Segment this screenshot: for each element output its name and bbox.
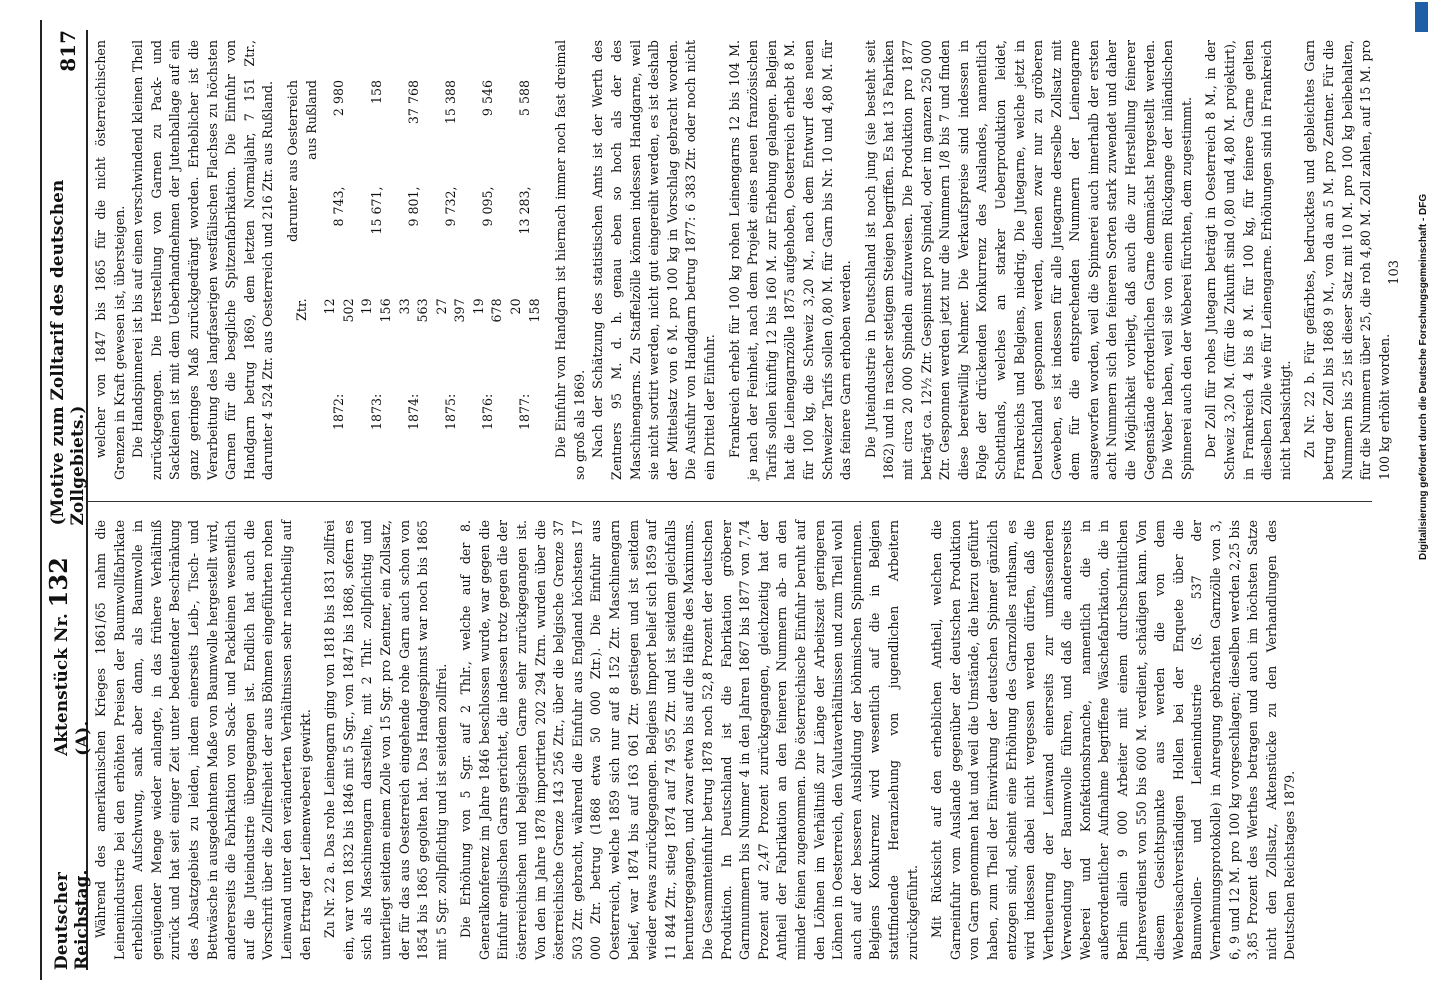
year-cell: 1876: (480, 393, 496, 430)
table-row (321, 40, 358, 430)
document-suffix: (A). (72, 720, 93, 756)
year-cell: 1873: (368, 393, 384, 430)
header-subtitle: (Motive zum Zolltarif des deutschen Zollgebiets.) (48, 179, 88, 526)
russia-cell: 158 (368, 80, 384, 105)
import-statistics-table (284, 40, 544, 480)
page-number: 817 (56, 30, 80, 72)
digitization-credit-strip (1412, 0, 1432, 1000)
table-row (507, 40, 544, 430)
paragraph: Frankreich erhebt für 100 kg rohen Leinengarns 12 bis 104 M. je nach der Feinheit, nach dem Projekt eines neuen französischen Tarifs sollen künftig 12 bis 160 M. zur Erhebung gelangen. Belgien hat die Leinengarnzölle 1875 aufgehoben, Oesterreich erhebt 8 M. für 100 kg, die Schweiz 3,20 M., nach dem Entwurf des neuen Schweizer Tarifs sollen 0,80 M. für Garn bis Nr. 10 und 4,80 M. für das feinere Garn erhoben werden. (726, 40, 854, 480)
paragraph: Der Zoll für rohes Jutegarn beträgt in Oesterreich 8 M., in der Schweiz 3,20 M. (für die Zukunft sind 0,80 und 4,80 M. projektirt), in Frankreich 4 bis 8 M. für 100 kg, für feinere Garne gelten dieselben Zölle wie für Leinengarne. Erhöhungen sind in Frankreich nicht beabsichtigt. (1203, 40, 1293, 480)
russia-cell: 37 768 (405, 80, 421, 125)
table-row (358, 40, 395, 430)
right-column (92, 40, 1394, 480)
document-label (44, 526, 93, 756)
year-cell: 1874: (405, 393, 421, 430)
digitization-credit-text: Digitalisierung gefördert durch die Deutsche Forschungsgemeinschaft - DFG (1418, 193, 1429, 560)
table-row (433, 40, 470, 430)
total-cell: 12 502 (322, 298, 356, 323)
page-header (43, 30, 93, 970)
russia-cell: 15 388 (442, 80, 458, 125)
page-footer-reference: 103 (1387, 260, 1402, 285)
year-cell: 1877: (517, 393, 533, 430)
publication-title: Deutscher Reichstag. (51, 869, 92, 970)
col-caption: darunter aus Oesterreich aus Rußland (284, 80, 319, 242)
russia-cell: 9 546 (480, 80, 496, 117)
total-cell: 19 156 (359, 298, 393, 323)
table-row (396, 40, 433, 430)
document-number: 132 (43, 557, 73, 608)
paragraph: Die Juteindustrie in Deutschland ist noch jung (sie besteht seit 1862) und in rascher stetigem Steigen begriffen. Es hat 13 Fabriken mit circa 20 000 Spindeln aufzuweisen. Die Produktion pro 1877 beträgt ca. 12½ Ztr. Gespinnst pro Spindel, oder im ganzen 250 000 Ztr. Gesponnen werden jetzt nur die Nummern 1/8 bis 7 und finden diese bereitwillig Nehmer. Die Verkaufspreise sind indessen in Folge der drückenden Konkurrenz des Auslandes, namentlich Schottlands, welches an starker Ueberproduktion leidet, Frankreichs und Belgiens, niedrig. Die Jutegarne, welche jetzt in Deutschland gesponnen werden, dienen zwar nur zu gröberen Geweben, es ist indessen für alle Jutegarne derselbe Zollsatz mit dem für die entsprechenden Nummern der Leinengarne ausgeworfen worden, weil die Spinnerei auch innerhalb der ersten acht Nummern sich den feineren Sorten stark zuwendet und daher die Möglichkeit vorliegt, daß auch die zur Herstellung feinerer Gegenstände erforderlichen Garne demnächst hergestellt werden. Die Weber haben, weil sie von einem Rückgange der inländischen Spinnerei auch den der Weberei fürchten, dem zugestimmt. (862, 40, 1194, 480)
year-cell: 1875: (442, 393, 458, 430)
paragraph: Die Erhöhung von 5 Sgr. auf 2 Thlr., welche auf der 8. Generalkonferenz im Jahre 1846 beschlossen wurde, war gegen die Einfuhr englischen Garns gerichtet, die indessen trotz gegen die der österreichischen und belgischen Garne sehr zurückgegangen ist. Von den im Jahre 1878 importirten 202 294 Ztrn. wurden über die österreichische Grenze 143 256 Ztr., über die belgische Grenze 37 503 Ztr. gebracht, während die Einfuhr aus England höchstens 17 000 Ztr. betrug (1868 etwa 50 000 Ztr.). Die Einfuhr aus Oesterreich, welche 1859 sich nur auf 8 152 Ztr. Maschinengarn belief, war 1874 bis auf 163 061 Ztr. gestiegen und ist seitdem wieder etwas zurückgegangen. Belgiens Import belief sich 1859 auf 11 844 Ztr., stieg 1874 auf 74 955 Ztr. und ist seitdem gleichfalls heruntergegangen, und zwar etwa bis auf die Hälfte des Maximums. Die Gesammteinfuhr betrug 1878 noch 52,8 Prozent der deutschen Produktion. In Deutschland ist die Fabrikation gröberer Garnnummern bis Nummer 4 in den Jahren 1867 bis 1877 von 7,74 Prozent auf 2,47 Prozent zurückgegangen, gleichzeitig hat der Antheil der Fabrikation an den feineren Nummern ab- an den minder feinen zugenommen. Die österreichische Einfuhr beruht auf den Löhnen im Verhältniß zur Länge der Arbeitszeit geringeren Löhnen in Oesterreich, den Valutaverhältnissen und zum Theil wohl auch auf der besseren Ausbildung der böhmischen Spinnerinnen. Belgiens Konkurrenz wird wesentlich auf die in Belgien stattfindende Heranziehung von jugendlichen Arbeitern zurückgeführt. (458, 520, 920, 960)
year-cell: 1872: (331, 393, 347, 430)
total-cell: 19 678 (470, 298, 505, 323)
total-cell: 20 158 (508, 298, 542, 323)
total-cell: 27 397 (433, 298, 468, 323)
header-left (44, 526, 93, 970)
paragraph: Zu Nr. 22 a. Das rohe Leinengarn ging von 1818 bis 1831 zollfrei ein, war von 1832 bis 1846 mit 5 Sgr., von 1847 bis 1868, sofern es sich als Maschinengarn darstellte, mit 2 Thlr. zollpflichtig und unterliegt seitdem einem Zolle von 15 Sgr. pro Zentner, ein Zollsatz, der für das aus Oesterreich eingehende rohe Garn auch schon von 1854 bis 1865 gegolten hat. Das Handgespinnst war noch bis 1865 mit 5 Sgr. zollpflichtig und ist seitdem zollfrei. (322, 520, 449, 960)
paragraph: Die Einfuhr von Handgarn ist hiernach immer noch fast dreimal so groß als 1869. (553, 40, 587, 480)
paragraph: welcher von 1847 bis 1865 für die nicht österreichischen Grenzen in Kraft gewesen ist, übersteigen. (93, 40, 127, 480)
paragraph: Die Handspinnerei ist bis auf einen verschwindend kleinen Theil zurückgegangen. Die Herstellung von Garnen zu Pack- und Sackleinen ist mit dem Ueberhandnehmen der Jutenballage auf ein ganz geringes Maß zurückgedrängt worden. Erheblicher ist die Verarbeitung des langfaserigen westfälischen Flachses zu höchsten Garnen für die besgliche Spitzenfabrikation. Die Einfuhr von Handgarn betrug 1869, dem letzten Normaljahr, 7 151 Ztr., darunter 4 524 Ztr. aus Oesterreich und 216 Ztr. aus Rußland. (130, 40, 276, 480)
column-divider (88, 501, 1372, 502)
document-prefix: Aktenstück Nr. (51, 613, 72, 756)
paragraph: Mit Rücksicht auf den erheblichen Antheil, welchen die Garneinfuhr vom Auslande gegenüber der deutschen Produktion von Garn genommen hat und weil die Umstände, die hierzu geführt haben, zum Theil der Einwirkung der deutschen Spinner gänzlich entzogen sind, scheint eine Erhöhung des Garnzolles rathsam, es wird indessen dabei nicht vergessen werden dürfen, daß die Vertheuerung der Leinwand einerseits zur umfassenderen Verwendung der Baumwolle führen, und daß die andererseits Weberei und Konfektionsbranche, namentlich die in außerordentlicher Aufnahme begriffene Wäschefabrikation, die in Berlin allein 9 000 Arbeiter mit einem durchschnittlichen Jahresverdienst von 550 bis 600 M. verdient, schädigen kann. Von diesem Gesichtspunkte aus werden die von dem Webereisachverständigen Hollen bei der Enquete über die Baumwollen- und Leinenindustrie (S. 537 der Vernehmungsprotokolle) in Anregung gebrachten Garnzölle von 3, 6, 9 und 12 M. pro 100 kg vorgeschlagen; dieselben werden 2,25 bis 3,85 Prozent des Werthes betragen und auch im höchsten Satze nicht den Zollsatz, Aktenstücke zu den Verhandlungen des Deutschen Reichstages 1879. (929, 520, 1298, 960)
dfg-logo (1415, 2, 1428, 32)
austria-cell: 9 095, (480, 186, 496, 227)
austria-cell: 9 801, (405, 186, 421, 227)
russia-cell: 2 980 (331, 80, 347, 117)
scan-border (40, 20, 42, 980)
austria-cell: 9 732, (442, 186, 458, 227)
austria-cell: 15 671, (368, 186, 384, 235)
paragraph: Nach der Schätzung des statistischen Amts ist der Werth des Zentners 95 M. d. h. genau eben so hoch als der des Maschinengarns. Zu Staffelzölle können indessen Handgarne, weil sie nicht sortirt werden, nicht gut eingereiht werden, es ist deshalb der Mittelsatz von 6 M. pro 100 kg in Vorschlag gebracht worden. Die Ausfuhr von Handgarn betrug 1877: 6 383 Ztr. oder noch nicht ein Drittel der Einfuhr. (590, 40, 717, 480)
table-header-row (284, 40, 321, 430)
austria-cell: 8 743, (331, 186, 347, 227)
paragraph: Zu Nr. 22 b. Für gefärbtes, bedrucktes und gebleichtes Garn betrug der Zoll bis 1868 9 M., von da an 5 M. pro Zentner. Für die Nummern bis 25 ist dieser Satz mit 10 M. pro 100 kg beibehalten, für die Nummern über 25, die roh 4,80 M. Zoll zahlen, auf 15 M. pro 100 kg erhöht worden. (1302, 40, 1392, 480)
left-column (92, 520, 1300, 960)
col-header: Ztr. (294, 298, 310, 321)
paragraph: Während des amerikanischen Krieges 1861/65 nahm die Leinenindustrie bei den erhöhten Preisen der Baumwollfabrikate erheblichen Aufschwung, sank aber dann, als Baumwolle in genügender Menge wieder anlangte, in das frühere Verhältniß zurück und hat seit einiger Zeit unter bedeutender Beschränkung des Absatzgebiets zu leiden, indem einerseits Leib-, Tisch- und Bettwäsche in ausgedehntem Maße von Baumwolle hergestellt wird, andererseits die Fabrikation von Sack- und Packleinen wesentlich auf die Juteindustrie übergegangen ist. Endlich hat auch die Vorschrift über die Zollfreiheit der aus Böhmen eingeführten rohen Leinwand unter den veränderten Verhältnissen sehr nachtheilig auf den Ertrag der Leinenweberei gewirkt. (93, 520, 313, 960)
table-row (470, 40, 507, 430)
russia-cell: 5 588 (517, 80, 533, 117)
total-cell: 33 563 (396, 298, 431, 323)
austria-cell: 13 283, (517, 186, 533, 235)
